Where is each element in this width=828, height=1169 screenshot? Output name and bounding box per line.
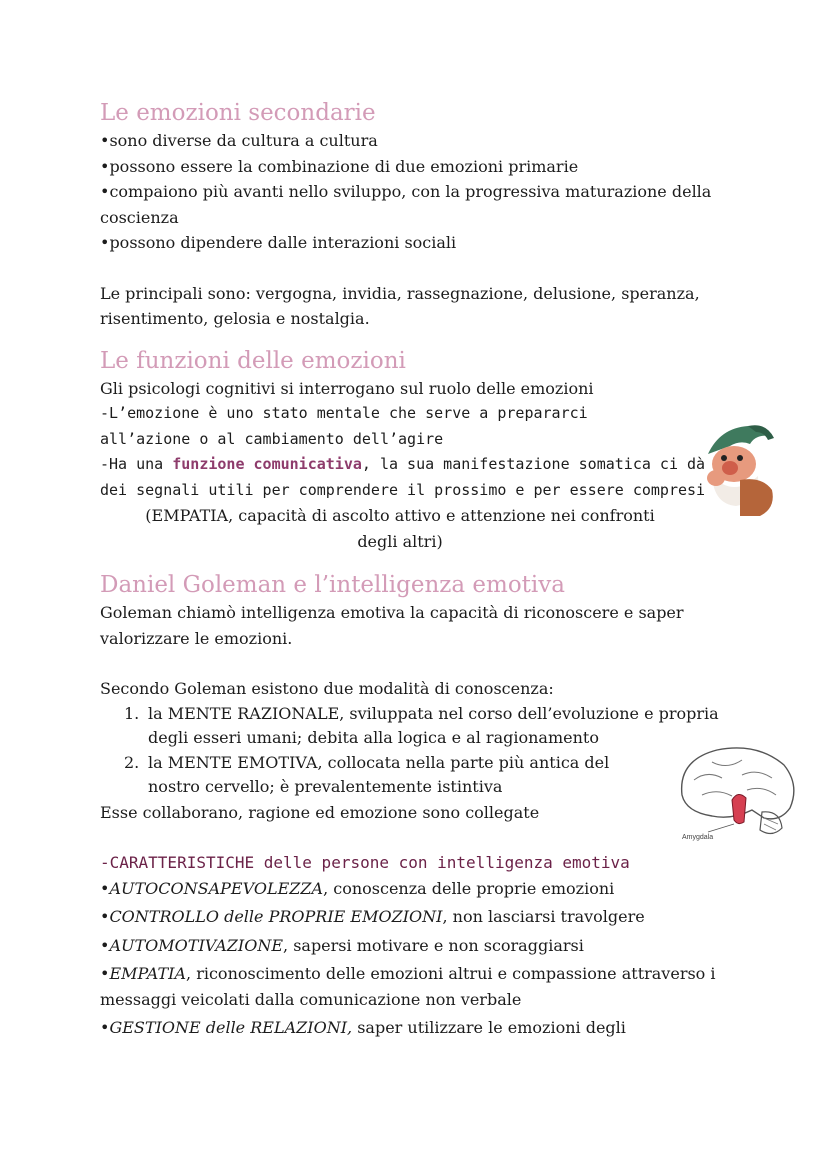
functions-intro: Gli psicologi cognitivi si interrogano sul ruolo delle emozioni bbox=[100, 378, 594, 398]
point2-suffix: , la sua manifestazione somatica ci dà dei segnali utili per comprendere il prossimo e per essere compresi bbox=[100, 455, 706, 499]
bullet-item: •sono diverse da cultura a cultura bbox=[100, 131, 378, 150]
characteristic-item: •EMPATIA, riconoscimento delle emozioni altrui e compassione attraverso i messaggi veicolati dalla comunicazione non verbale bbox=[100, 964, 716, 1009]
characteristic-item: •AUTOCONSAPEVOLEZZA, conoscenza delle proprie emozioni bbox=[100, 878, 615, 898]
point2-prefix: -Ha una bbox=[100, 455, 173, 473]
list-text: la MENTE EMOTIVA, collocata nella parte più antica del nostro cervello; è prevalentemente istintiva bbox=[148, 752, 610, 796]
characteristic-item: •GESTIONE delle RELAZIONI, saper utilizzare le emozioni degli bbox=[100, 1018, 626, 1037]
section-title-goleman: Daniel Goleman e l’intelligenza emotiva bbox=[100, 572, 565, 598]
knowledge-modes-list bbox=[100, 702, 740, 800]
principal-emotions-paragraph: Le principali sono: vergogna, invidia, rassegnazione, delusione, speranza, risentimento, gelosia e nostalgia. bbox=[100, 283, 700, 328]
knowledge-modes-intro: Secondo Goleman esistono due modalità di conoscenza: bbox=[100, 679, 554, 698]
characteristic-desc: , riconoscimento delle emozioni altrui e compassione attraverso i messaggi veicolati dalla comunicazione non verbale bbox=[100, 964, 716, 1009]
bullet-item: •compaiono più avanti nello sviluppo, con la progressiva maturazione della coscienza bbox=[100, 182, 712, 227]
communicative-function-highlight: funzione comunicativa bbox=[172, 455, 362, 473]
characteristic-desc: saper utilizzare le emozioni degli bbox=[352, 1018, 626, 1037]
characteristic-desc: , non lasciarsi travolgere bbox=[442, 907, 645, 926]
amygdala-label: Amygdala bbox=[682, 834, 714, 841]
collaboration-statement: Esse collaborano, ragione ed emozione sono collegate bbox=[100, 802, 540, 822]
document-page bbox=[100, 98, 740, 1041]
section-title-secondary-emotions: Le emozioni secondarie bbox=[100, 100, 376, 126]
section-title-emotion-functions: Le funzioni delle emozioni bbox=[100, 347, 406, 374]
characteristic-item: •CONTROLLO delle PROPRIE EMOZIONI, non lasciarsi travolgere bbox=[100, 907, 645, 926]
characteristic-term: AUTOCONSAPEVOLEZZA bbox=[109, 878, 324, 898]
characteristic-term: AUTOMOTIVAZIONE bbox=[109, 935, 284, 955]
brain-amygdala-illustration bbox=[672, 740, 802, 845]
characteristic-term: CONTROLLO delle PROPRIE EMOZIONI bbox=[109, 907, 443, 926]
characteristic-item: •AUTOMOTIVAZIONE, sapersi motivare e non scoraggiarsi bbox=[100, 935, 584, 955]
list-item bbox=[124, 751, 740, 800]
characteristics-heading: -CARATTERISTICHE delle persone con intelligenza emotiva bbox=[100, 853, 630, 872]
characteristic-desc: , sapersi motivare e non scoraggiarsi bbox=[283, 935, 584, 955]
function-point-2 bbox=[100, 452, 740, 503]
characteristic-term: GESTIONE delle RELAZIONI, bbox=[109, 1018, 353, 1037]
characteristic-term: EMPATIA bbox=[109, 964, 187, 983]
bullet-item: •possono essere la combinazione di due emozioni primarie bbox=[100, 156, 579, 176]
dwarf-illustration bbox=[700, 424, 778, 516]
list-text: la MENTE RAZIONALE, sviluppata nel corso dell’evoluzione e propria degli esseri umani; debita alla logica e al ragionamento bbox=[148, 703, 719, 747]
list-number: 2. bbox=[124, 752, 140, 772]
empathy-note: (EMPATIA, capacità di ascolto attivo e attenzione nei confronti degli altri) bbox=[145, 506, 655, 551]
bullet-item: •possono dipendere dalle interazioni sociali bbox=[100, 233, 457, 252]
characteristic-desc: , conoscenza delle proprie emozioni bbox=[323, 878, 615, 898]
list-number: 1. bbox=[124, 703, 140, 723]
function-point-1: -L’emozione è uno stato mentale che serve a prepararci all’azione o al cambiamento dell’agire bbox=[100, 404, 588, 448]
goleman-definition: Goleman chiamò intelligenza emotiva la capacità di riconoscere e saper valorizzare le emozioni. bbox=[100, 603, 684, 648]
list-item bbox=[124, 702, 740, 751]
